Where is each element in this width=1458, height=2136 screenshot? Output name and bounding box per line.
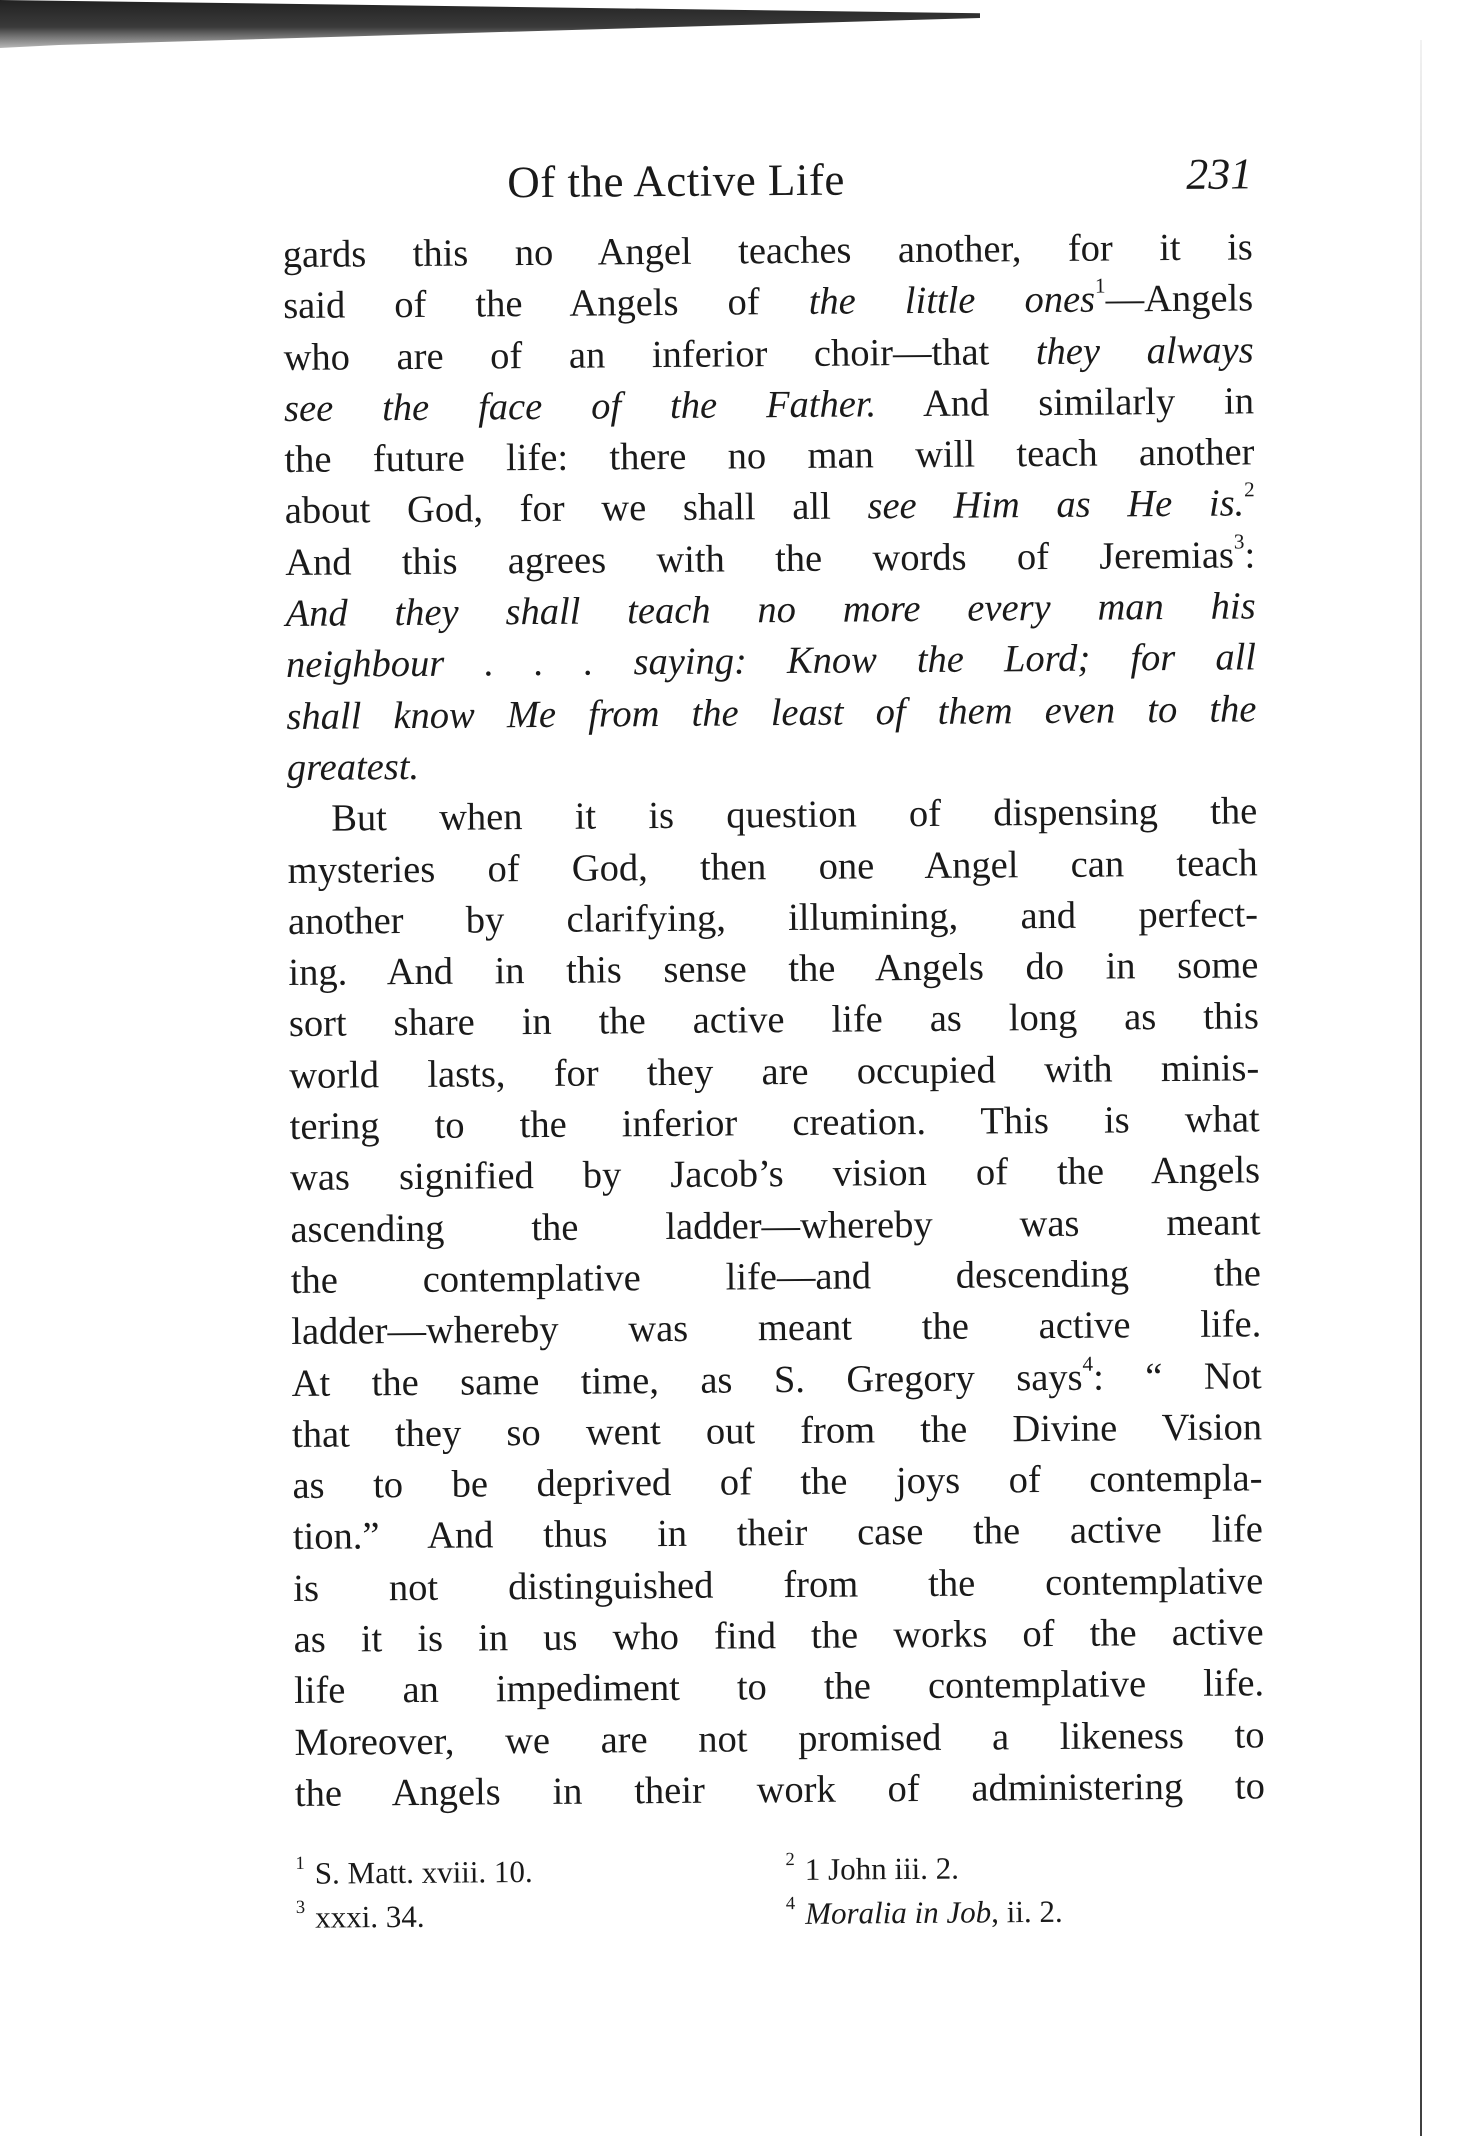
text-line: the future life: there no man will teach another	[284, 431, 1255, 482]
text-span: At the same time, as S. Gregory says	[291, 1356, 1083, 1405]
text-line: the Angels in their work of administering to	[294, 1765, 1266, 1815]
text-line: as to be deprived of the joys of contempla-	[292, 1457, 1263, 1508]
text-line: But when it is question of dispensing the	[331, 790, 1258, 840]
running-head	[282, 142, 1253, 230]
text-line: life an impediment to the contemplative life.	[293, 1662, 1265, 1713]
footnote-mark: 3	[295, 1897, 306, 1919]
text-line: mysteries of God, then one Angel can teach	[287, 841, 1258, 892]
text-line: world lasts, for they are occupied with minis-	[289, 1047, 1260, 1097]
text-line: neighbour . . . saying: Know the Lord; for all	[285, 636, 1257, 687]
text-span: —Angels	[1105, 277, 1254, 321]
footnote-ref: 1	[1094, 273, 1106, 298]
footnote-ref: 3	[1233, 529, 1245, 554]
italic-span: they always	[1035, 328, 1254, 373]
footnote-text: S. Matt. xviii. 10.	[314, 1854, 533, 1891]
footnote-mark: 1	[295, 1853, 305, 1875]
page-number: 231	[1186, 149, 1253, 199]
text-line: is not distinguished from the contemplative	[293, 1560, 1264, 1610]
text-line: And they shall teach no more every man his	[285, 585, 1256, 636]
text-line: greatest.	[286, 745, 420, 789]
text-line: another by clarifying, illumining, and perfect-	[287, 893, 1259, 943]
footnote-mark: 4	[785, 1893, 796, 1915]
footnote-ref: 4	[1082, 1351, 1094, 1376]
text-span: said of the Angels of	[283, 281, 809, 328]
italic-span: see Him as He is.	[867, 482, 1245, 528]
italic-span: see the face of the Father.	[283, 383, 877, 430]
footnote-text: 1 John iii. 2.	[804, 1850, 960, 1888]
text-span: about God, for we shall all	[284, 485, 868, 533]
scan-right-edge	[1420, 40, 1422, 2136]
text-line: gards this no Angel teaches another, for it is	[282, 226, 1253, 276]
text-line	[283, 274, 1253, 333]
text-line	[284, 376, 1254, 435]
text-line: Moreover, we are not promised a likeness to	[294, 1713, 1265, 1764]
text-line: sort share in the active life as long as this	[288, 995, 1260, 1046]
text-line	[285, 530, 1255, 589]
text-line: tering to the inferior creation. This is what	[289, 1098, 1260, 1149]
text-line	[285, 479, 1255, 538]
footnotes	[295, 1835, 1266, 1935]
text-line: ing. And in this sense the Angels do in some	[288, 944, 1259, 995]
italic-span: the little ones	[808, 278, 1096, 324]
footnote-ref: 2	[1244, 477, 1255, 502]
body-text	[283, 222, 1265, 1820]
text-line	[291, 1351, 1261, 1410]
footnote-text: , ii. 2.	[991, 1894, 1063, 1930]
text-line: the contemplative life—and descending the	[290, 1252, 1262, 1302]
text-line: tion.” And thus in their case the active life	[292, 1508, 1264, 1559]
footnote-3	[296, 1885, 425, 1940]
text-span: And this agrees with the words of Jeremias	[285, 534, 1235, 584]
text-line: that they so went out from the Divine Vision	[291, 1406, 1263, 1456]
text-span: :	[1244, 534, 1256, 577]
text-span: who are of an inferior choir—that	[283, 330, 1037, 379]
footnote-mark: 2	[785, 1849, 795, 1871]
text-line: ascending the ladder—whereby was meant	[290, 1200, 1261, 1251]
scan-shadow-edge	[0, 0, 980, 60]
text-line: shall know Me from the least of them even to the	[286, 688, 1257, 738]
book-page	[282, 142, 1266, 1934]
footnote-4	[786, 1880, 1063, 1936]
footnote-text-italic: Moralia in Job	[805, 1894, 992, 1932]
text-line: as it is in us who find the works of the active	[293, 1611, 1264, 1661]
text-line: was signified by Jacob’s vision of the Angels	[289, 1149, 1261, 1200]
running-title: Of the Active Life	[507, 154, 846, 208]
text-line	[283, 325, 1253, 384]
footnote-text: xxxi. 34.	[315, 1899, 425, 1935]
text-span: : “ Not	[1092, 1354, 1262, 1399]
text-line: ladder—whereby was meant the active life.	[291, 1303, 1262, 1354]
text-span: And similarly in	[876, 380, 1255, 426]
